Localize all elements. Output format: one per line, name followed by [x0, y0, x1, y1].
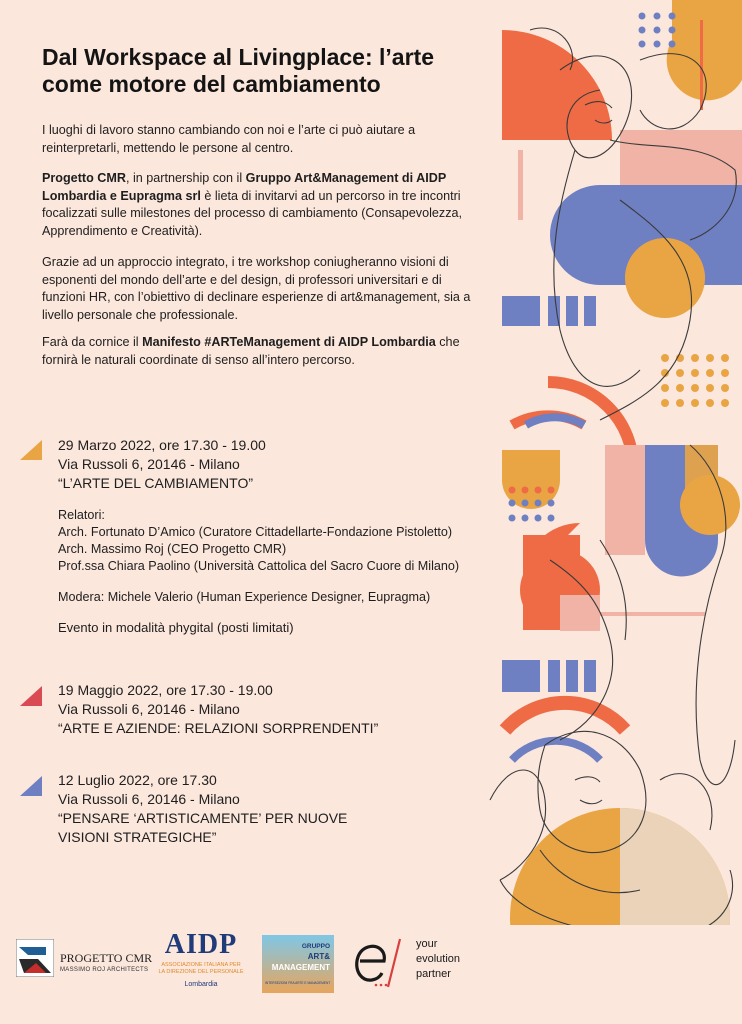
event-1-moderator-label: Modera:: [58, 590, 105, 604]
event-1-date: 29 Marzo 2022, ore 17.30 - 19.00: [58, 437, 266, 453]
eup-line-3: partner: [416, 968, 451, 980]
intro-text: Farà da cornice il: [42, 335, 143, 349]
aidp-name: AIDP: [164, 929, 238, 960]
event-2-title: “ARTE E AZIENDE: RELAZIONI SORPRENDENTI”: [58, 720, 379, 736]
intro-paragraph-4: [42, 334, 472, 369]
event-1-place: Via Russoli 6, 20146 - Milano: [58, 456, 240, 472]
gam-subtitle: INTERSEZIONI FRA ARTE E MANAGEMENT: [265, 981, 331, 985]
event-1-mode: Evento in modalità phygital (posti limitati): [58, 620, 294, 635]
intro-text: è lieta di invitarvi ad un percorso in tre incontri focalizzati sulle milestones del processo di cambiamento (Consapevolezza, Apprendimento e Creatività).: [42, 188, 462, 238]
event-2-date: 19 Maggio 2022, ore 17.30 - 19.00: [58, 682, 273, 698]
event-1-title: “L’ARTE DEL CAMBIAMENTO”: [58, 475, 254, 491]
event-3-date: 12 Luglio 2022, ore 17.30: [58, 772, 217, 788]
event-1-moderator: [58, 589, 459, 606]
event-2: [58, 681, 378, 738]
gam-line-1: GRUPPO: [301, 943, 330, 950]
deco-shape: [505, 703, 625, 730]
decorative-artwork: [470, 0, 742, 925]
event-1-speaker: Prof.ssa Chiara Paolino (Università Cattolica del Sacro Cuore di Milano): [58, 559, 460, 573]
intro-text: che fornirà le naturali coordinate di senso all’intero percorso.: [42, 335, 460, 367]
deco-shape: [667, 0, 742, 100]
deco-shape: [502, 30, 612, 140]
deco-shape: [605, 445, 645, 555]
aidp-logo: [156, 930, 246, 1000]
cmr-name: PROGETTO CMR: [60, 951, 153, 965]
eup-line-1: your: [416, 938, 438, 950]
deco-shape: [585, 612, 705, 616]
event-2-triangle-icon: [20, 686, 42, 706]
progetto-cmr-logo: [16, 937, 153, 987]
stripe-group: [502, 660, 596, 692]
deco-shape: [526, 417, 584, 425]
event-3-place: Via Russoli 6, 20146 - Milano: [58, 791, 240, 807]
stripe-group: [502, 296, 596, 326]
event-3-title-line-1: “PENSARE ‘ARTISTICAMENTE’ PER NUOVE: [58, 810, 348, 826]
deco-shape: [620, 130, 742, 185]
eupragma-logo: [352, 935, 482, 995]
deco-shape: [680, 475, 740, 535]
deco-shape: [518, 150, 523, 220]
intro-text: , in partnership con il: [125, 171, 246, 185]
event-1-speaker: Arch. Massimo Roj (CEO Progetto CMR): [58, 542, 287, 556]
gruppo-art-management-logo: [262, 935, 334, 993]
event-3: [58, 771, 347, 847]
dot-grid: [661, 354, 729, 407]
aidp-subtitle-1: ASSOCIAZIONE ITALIANA PER: [161, 962, 241, 968]
eupragma-tagline: [416, 937, 460, 982]
event-1-speakers-label: Relatori:: [58, 508, 105, 522]
deco-shape: [620, 808, 730, 925]
logo-row: [0, 925, 742, 1005]
gam-line-3: MANAGEMENT: [271, 963, 330, 972]
aidp-subtitle-2: LA DIREZIONE DEL PERSONALE: [158, 969, 244, 975]
cmr-subtitle: MASSIMO ROJ ARCHITECTS: [60, 967, 149, 973]
event-1: [58, 436, 459, 637]
cmr-mark-icon: [16, 939, 54, 977]
event-2-place: Via Russoli 6, 20146 - Milano: [58, 701, 240, 717]
intro-bold-manifesto: Manifesto #ARTeManagement di AIDP Lombardia: [142, 335, 436, 349]
event-3-triangle-icon: [20, 776, 42, 796]
page-title: Dal Workspace al Livingplace: l’arte come motore del cambiamento: [42, 44, 434, 97]
intro-paragraph-3: Grazie ad un approccio integrato, i tre workshop coniugheranno visioni di esponenti del mondo dell’arte e del design, di professori universitari e di funzioni HR, con l’obiettivo di declinare esperienze di art&management, sia a livello personale che professionale.: [42, 255, 471, 322]
aidp-region: Lombardia: [184, 981, 218, 988]
event-1-speaker: Arch. Fortunato D’Amico (Curatore Cittadellarte-Fondazione Pistoletto): [58, 525, 453, 539]
intro-paragraph-1: I luoghi di lavoro stanno cambiando con noi e l’arte ci può aiutare a reinterpretarli, mettendo le persone al centro.: [42, 123, 416, 155]
intro-bold-partners: Gruppo Art&Management di AIDP Lombardia e Eupragma srl: [42, 171, 446, 203]
intro-bold-cmr: Progetto CMR: [42, 171, 126, 185]
dot-grid: [639, 13, 676, 48]
event-1-triangle-icon: [20, 440, 42, 460]
event-3-title-line-2: VISIONI STRATEGICHE”: [58, 829, 217, 845]
eup-line-2: evolution: [416, 953, 461, 965]
intro-paragraph-2: [42, 170, 472, 240]
deco-shape: [512, 741, 600, 760]
eupragma-mark-icon: [352, 937, 402, 989]
gam-line-2: ART&: [307, 952, 330, 961]
event-1-moderator-name: Michele Valerio (Human Experience Designer, Eupragma): [104, 590, 431, 604]
deco-shape: [700, 20, 703, 110]
